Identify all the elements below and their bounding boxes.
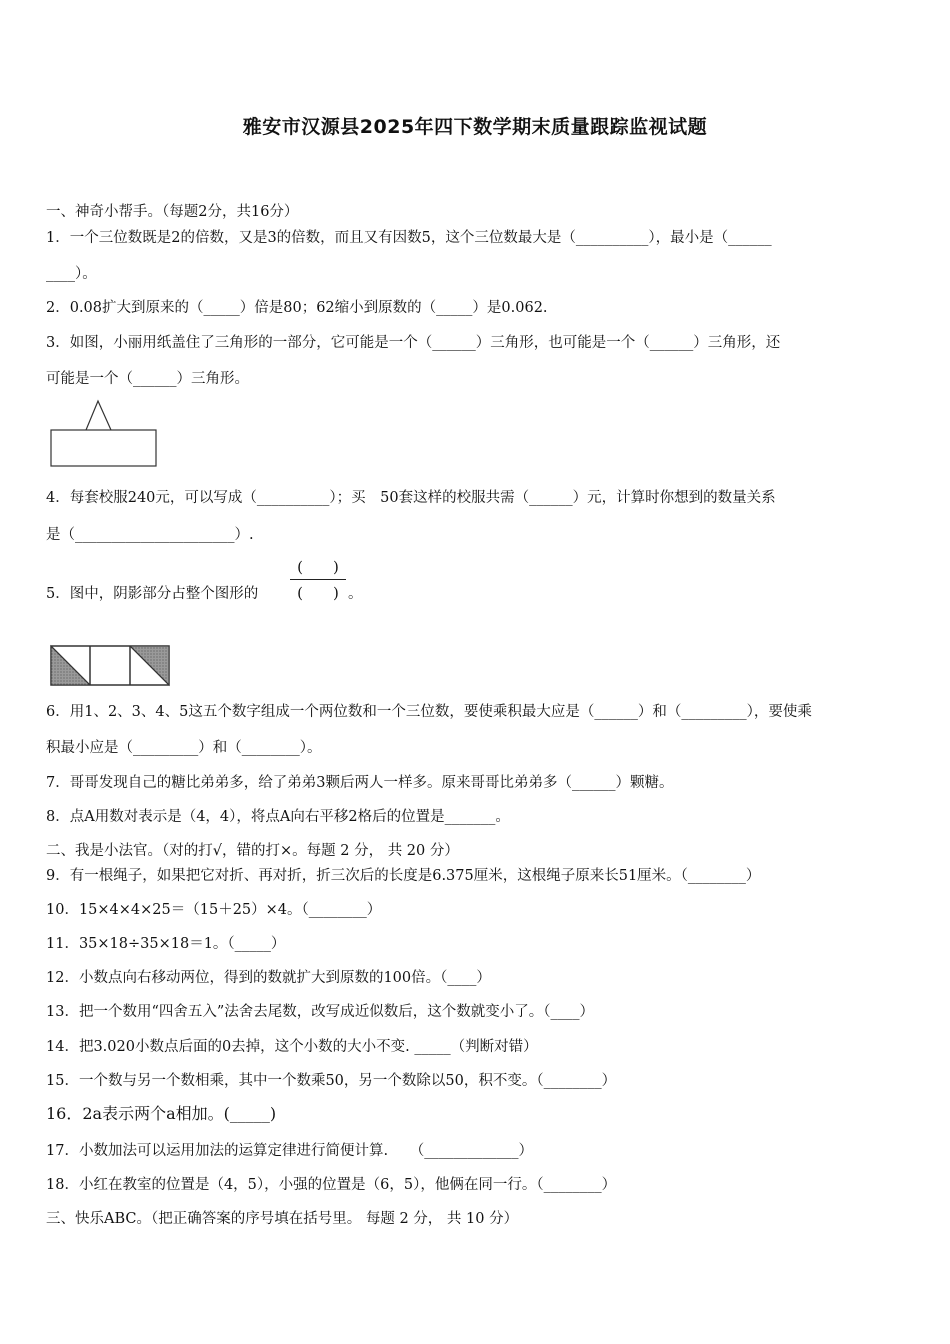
- question-1-line-2: ____）。: [46, 266, 97, 282]
- section-3-heading: 三、快乐ABC。（把正确答案的序号填在括号里。 每题 2 分， 共 10 分）: [46, 1211, 519, 1227]
- shaded-squares-figure: [48, 644, 172, 688]
- question-4-line-1: 4．每套校服240元，可以写成（__________）；买 50套这样的校服共需（______）元，计算时你想到的数量关系: [46, 490, 776, 506]
- page-title: 雅安市汉源县2025年四下数学期末质量跟踪监视试题: [242, 116, 708, 138]
- section-1-heading: 一、神奇小帮手。（每题2分，共16分）: [46, 204, 299, 220]
- question-13: 13．把一个数用“四舍五入”法舍去尾数，改写成近似数后，这个数就变小了。（____）: [46, 1004, 595, 1020]
- question-8: 8．点A用数对表示是（4，4），将点A向右平移2格后的位置是_______。: [46, 809, 510, 825]
- question-6-line-1: 6．用1、2、3、4、5这五个数字组成一个两位数和一个三位数，要使乘积最大应是（______）和（_________），要使乘: [46, 704, 812, 720]
- covered-triangle-figure: [48, 398, 160, 470]
- question-15: 15．一个数与另一个数相乘，其中一个数乘50，另一个数除以50，积不变。（________）: [46, 1073, 617, 1089]
- fraction-denominator: ( ): [297, 584, 339, 602]
- section-2-heading: 二、我是小法官。（对的打√，错的打×。每题 2 分， 共 20 分）: [46, 843, 459, 859]
- fraction-numerator: ( ): [297, 558, 339, 576]
- question-10: 10．15×4×4×25＝（15＋25）×4。（________）: [46, 902, 382, 918]
- question-9: 9．有一根绳子，如果把它对折、再对折，折三次后的长度是6.375厘米，这根绳子原来长51厘米。（________）: [46, 868, 761, 884]
- question-18: 18．小红在教室的位置是（4，5），小强的位置是（6，5），他俩在同一行。（________）: [46, 1177, 617, 1193]
- question-6-line-2: 积最小应是（_________）和（________）。: [46, 740, 322, 756]
- question-5: 5．图中，阴影部分占整个图形的: [46, 586, 259, 602]
- question-4-line-2: 是（______________________）.: [46, 527, 254, 543]
- question-7: 7．哥哥发现自己的糖比弟弟多，给了弟弟3颗后两人一样多。原来哥哥比弟弟多（______）颗糖。: [46, 775, 674, 791]
- question-5-fraction: [290, 556, 346, 603]
- question-17: 17．小数加法可以运用加法的运算定律进行简便计算. （_____________）: [46, 1143, 534, 1159]
- question-11: 11．35×18÷35×18＝1。（_____）: [46, 936, 286, 952]
- question-14: 14．把3.020小数点后面的0去掉，这个小数的大小不变. _____（判断对错）: [46, 1039, 538, 1055]
- question-1-line-1: 1．一个三位数既是2的倍数，又是3的倍数，而且又有因数5，这个三位数最大是（__________），最小是（______: [46, 230, 772, 246]
- question-2: 2．0.08扩大到原来的（_____）倍是80；62缩小到原数的（_____）是0.062.: [46, 300, 548, 316]
- question-3-line-1: 3．如图，小丽用纸盖住了三角形的一部分，它可能是一个（______）三角形，也可能是一个（______）三角形，还: [46, 335, 781, 351]
- fraction-bar: [290, 579, 346, 580]
- question-3-line-2: 可能是一个（______）三角形。: [46, 371, 249, 387]
- question-12: 12．小数点向右移动两位，得到的数就扩大到原数的100倍。（____）: [46, 970, 491, 986]
- question-16: 16．2a表示两个a相加。(_____): [46, 1104, 277, 1123]
- question-5-end: 。: [348, 586, 363, 602]
